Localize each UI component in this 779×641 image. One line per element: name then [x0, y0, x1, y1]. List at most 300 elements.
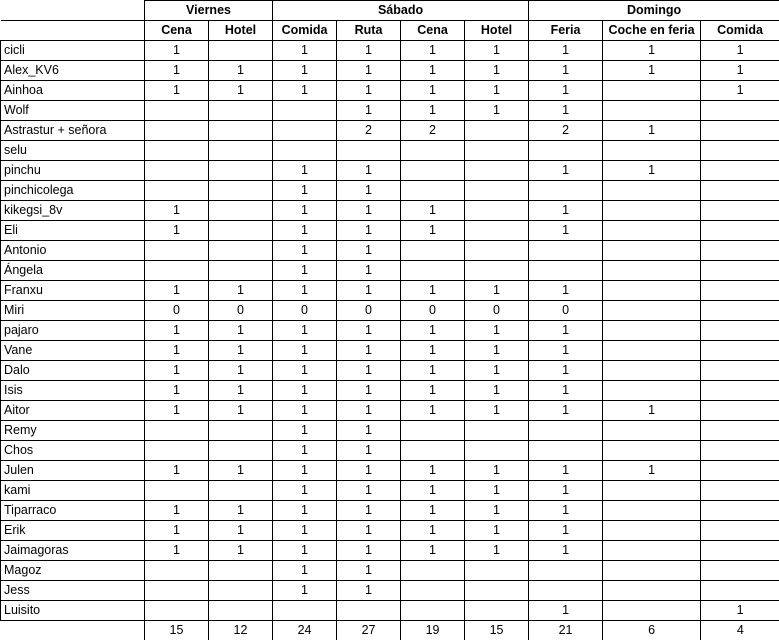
value-cell[interactable]: 1 [465, 341, 529, 361]
person-name-cell[interactable]: Alex_KV6 [1, 61, 145, 81]
value-cell[interactable] [401, 181, 465, 201]
value-cell[interactable] [603, 361, 701, 381]
person-name-cell[interactable]: selu [1, 141, 145, 161]
value-cell[interactable] [145, 241, 209, 261]
value-cell[interactable]: 1 [273, 321, 337, 341]
value-cell[interactable]: 1 [209, 521, 273, 541]
value-cell[interactable] [529, 581, 603, 601]
value-cell[interactable]: 1 [337, 441, 401, 461]
value-cell[interactable] [529, 181, 603, 201]
value-cell[interactable]: 1 [529, 541, 603, 561]
value-cell[interactable]: 1 [337, 261, 401, 281]
value-cell[interactable]: 1 [401, 41, 465, 61]
value-cell[interactable]: 1 [401, 341, 465, 361]
value-cell[interactable] [145, 141, 209, 161]
value-cell[interactable]: 1 [273, 481, 337, 501]
value-cell[interactable] [401, 421, 465, 441]
value-cell[interactable]: 1 [209, 321, 273, 341]
value-cell[interactable]: 1 [337, 201, 401, 221]
value-cell[interactable]: 1 [337, 281, 401, 301]
person-name-cell[interactable]: Eli [1, 221, 145, 241]
value-cell[interactable]: 1 [529, 341, 603, 361]
value-cell[interactable]: 1 [273, 541, 337, 561]
value-cell[interactable]: 1 [337, 501, 401, 521]
value-cell[interactable]: 1 [209, 281, 273, 301]
person-name-cell[interactable]: Tiparraco [1, 501, 145, 521]
value-cell[interactable]: 1 [603, 41, 701, 61]
value-cell[interactable]: 0 [337, 301, 401, 321]
value-cell[interactable]: 1 [209, 401, 273, 421]
value-cell[interactable] [701, 461, 779, 481]
value-cell[interactable]: 1 [145, 61, 209, 81]
value-cell[interactable] [209, 421, 273, 441]
value-cell[interactable]: 1 [337, 381, 401, 401]
value-cell[interactable]: 1 [273, 341, 337, 361]
value-cell[interactable]: 1 [273, 441, 337, 461]
value-cell[interactable]: 1 [145, 41, 209, 61]
value-cell[interactable] [603, 201, 701, 221]
person-name-cell[interactable]: cicli [1, 41, 145, 61]
value-cell[interactable]: 1 [401, 401, 465, 421]
value-cell[interactable]: 1 [529, 381, 603, 401]
value-cell[interactable]: 1 [401, 321, 465, 341]
value-cell[interactable] [209, 601, 273, 621]
value-cell[interactable] [209, 201, 273, 221]
person-name-cell[interactable]: pinchu [1, 161, 145, 181]
value-cell[interactable] [603, 281, 701, 301]
value-cell[interactable]: 1 [209, 541, 273, 561]
value-cell[interactable]: 1 [337, 421, 401, 441]
value-cell[interactable] [603, 141, 701, 161]
value-cell[interactable]: 1 [273, 521, 337, 541]
value-cell[interactable] [701, 261, 779, 281]
value-cell[interactable] [603, 321, 701, 341]
value-cell[interactable] [701, 421, 779, 441]
value-cell[interactable]: 0 [145, 301, 209, 321]
value-cell[interactable]: 1 [465, 41, 529, 61]
value-cell[interactable]: 1 [145, 401, 209, 421]
person-name-cell[interactable]: Julen [1, 461, 145, 481]
person-name-cell[interactable]: Vane [1, 341, 145, 361]
value-cell[interactable]: 1 [145, 201, 209, 221]
person-name-cell[interactable]: Magoz [1, 561, 145, 581]
value-cell[interactable]: 1 [337, 541, 401, 561]
value-cell[interactable] [145, 601, 209, 621]
value-cell[interactable]: 1 [529, 281, 603, 301]
value-cell[interactable] [401, 561, 465, 581]
value-cell[interactable]: 1 [273, 561, 337, 581]
person-name-cell[interactable]: Remy [1, 421, 145, 441]
value-cell[interactable]: 1 [529, 601, 603, 621]
value-cell[interactable] [145, 101, 209, 121]
value-cell[interactable]: 1 [145, 541, 209, 561]
value-cell[interactable] [701, 241, 779, 261]
value-cell[interactable]: 0 [209, 301, 273, 321]
person-name-cell[interactable]: Luisito [1, 601, 145, 621]
value-cell[interactable]: 1 [337, 161, 401, 181]
person-name-cell[interactable]: Ángela [1, 261, 145, 281]
column-header: Hotel [209, 21, 273, 41]
value-cell[interactable]: 1 [529, 221, 603, 241]
value-cell[interactable] [603, 181, 701, 201]
person-name-cell[interactable]: Wolf [1, 101, 145, 121]
value-cell[interactable]: 1 [465, 401, 529, 421]
value-cell[interactable]: 1 [603, 161, 701, 181]
value-cell[interactable] [603, 481, 701, 501]
value-cell[interactable]: 1 [273, 581, 337, 601]
value-cell[interactable] [145, 421, 209, 441]
value-cell[interactable] [401, 441, 465, 461]
value-cell[interactable]: 1 [337, 521, 401, 541]
person-name-cell[interactable]: Jess [1, 581, 145, 601]
value-cell[interactable]: 1 [529, 401, 603, 421]
value-cell[interactable]: 1 [529, 41, 603, 61]
value-cell[interactable]: 1 [401, 461, 465, 481]
value-cell[interactable] [701, 361, 779, 381]
value-cell[interactable]: 1 [401, 61, 465, 81]
value-cell[interactable]: 1 [401, 541, 465, 561]
person-name-cell[interactable]: Astrastur + señora [1, 121, 145, 141]
value-cell[interactable]: 1 [603, 461, 701, 481]
value-cell[interactable] [603, 261, 701, 281]
value-cell[interactable]: 1 [529, 81, 603, 101]
table-row [1, 201, 779, 221]
value-cell[interactable]: 1 [337, 181, 401, 201]
value-cell[interactable] [701, 381, 779, 401]
value-cell[interactable] [529, 441, 603, 461]
value-cell[interactable] [465, 261, 529, 281]
value-cell[interactable] [209, 221, 273, 241]
person-name-cell[interactable]: Miri [1, 301, 145, 321]
value-cell[interactable]: 1 [529, 521, 603, 541]
value-cell[interactable]: 1 [145, 321, 209, 341]
value-cell[interactable] [273, 601, 337, 621]
value-cell[interactable] [701, 101, 779, 121]
value-cell[interactable]: 2 [337, 121, 401, 141]
value-cell[interactable] [603, 381, 701, 401]
value-cell[interactable] [209, 441, 273, 461]
value-cell[interactable]: 1 [529, 361, 603, 381]
value-cell[interactable] [603, 441, 701, 461]
value-cell[interactable]: 1 [145, 281, 209, 301]
value-cell[interactable]: 1 [465, 101, 529, 121]
value-cell[interactable] [603, 241, 701, 261]
value-cell[interactable] [465, 201, 529, 221]
value-cell[interactable]: 1 [337, 581, 401, 601]
value-cell[interactable]: 1 [273, 421, 337, 441]
total-cell: 15 [465, 621, 529, 641]
value-cell[interactable]: 1 [145, 221, 209, 241]
value-cell[interactable] [701, 561, 779, 581]
value-cell[interactable] [701, 141, 779, 161]
value-cell[interactable]: 1 [145, 501, 209, 521]
value-cell[interactable]: 1 [209, 361, 273, 381]
value-cell[interactable] [465, 181, 529, 201]
value-cell[interactable]: 1 [465, 541, 529, 561]
value-cell[interactable]: 1 [603, 61, 701, 81]
value-cell[interactable]: 1 [209, 341, 273, 361]
value-cell[interactable] [145, 481, 209, 501]
value-cell[interactable]: 1 [273, 241, 337, 261]
value-cell[interactable]: 1 [209, 381, 273, 401]
value-cell[interactable] [603, 301, 701, 321]
person-name-cell[interactable]: Dalo [1, 361, 145, 381]
value-cell[interactable]: 1 [603, 121, 701, 141]
value-cell[interactable]: 1 [529, 101, 603, 121]
value-cell[interactable]: 1 [529, 481, 603, 501]
value-cell[interactable] [701, 521, 779, 541]
value-cell[interactable] [603, 581, 701, 601]
value-cell[interactable]: 1 [145, 341, 209, 361]
value-cell[interactable]: 1 [273, 281, 337, 301]
value-cell[interactable]: 1 [401, 281, 465, 301]
value-cell[interactable]: 1 [337, 41, 401, 61]
value-cell[interactable]: 1 [337, 561, 401, 581]
value-cell[interactable] [603, 521, 701, 541]
value-cell[interactable]: 1 [209, 61, 273, 81]
value-cell[interactable]: 2 [401, 121, 465, 141]
value-cell[interactable]: 1 [273, 461, 337, 481]
value-cell[interactable] [209, 101, 273, 121]
value-cell[interactable]: 1 [337, 361, 401, 381]
value-cell[interactable]: 1 [273, 61, 337, 81]
person-name-cell[interactable]: Aitor [1, 401, 145, 421]
value-cell[interactable] [701, 221, 779, 241]
value-cell[interactable] [337, 601, 401, 621]
value-cell[interactable] [465, 601, 529, 621]
value-cell[interactable] [401, 141, 465, 161]
person-name-cell[interactable]: pinchicolega [1, 181, 145, 201]
value-cell[interactable] [465, 421, 529, 441]
value-cell[interactable] [401, 261, 465, 281]
value-cell[interactable]: 1 [209, 81, 273, 101]
value-cell[interactable]: 2 [529, 121, 603, 141]
total-cell: 15 [145, 621, 209, 641]
value-cell[interactable]: 0 [465, 301, 529, 321]
value-cell[interactable]: 1 [465, 81, 529, 101]
value-cell[interactable] [603, 341, 701, 361]
total-cell: 12 [209, 621, 273, 641]
value-cell[interactable]: 1 [401, 501, 465, 521]
value-cell[interactable] [145, 261, 209, 281]
value-cell[interactable] [701, 121, 779, 141]
value-cell[interactable] [209, 241, 273, 261]
value-cell[interactable]: 1 [209, 461, 273, 481]
value-cell[interactable]: 1 [273, 261, 337, 281]
value-cell[interactable] [603, 501, 701, 521]
value-cell[interactable]: 1 [145, 361, 209, 381]
value-cell[interactable]: 1 [401, 381, 465, 401]
value-cell[interactable]: 1 [529, 201, 603, 221]
value-cell[interactable] [701, 401, 779, 421]
value-cell[interactable] [273, 141, 337, 161]
value-cell[interactable] [603, 541, 701, 561]
value-cell[interactable]: 1 [465, 281, 529, 301]
value-cell[interactable]: 1 [529, 321, 603, 341]
value-cell[interactable] [209, 161, 273, 181]
value-cell[interactable]: 1 [273, 401, 337, 421]
value-cell[interactable]: 1 [337, 321, 401, 341]
value-cell[interactable]: 1 [401, 201, 465, 221]
value-cell[interactable] [209, 121, 273, 141]
value-cell[interactable] [603, 101, 701, 121]
value-cell[interactable]: 1 [701, 601, 779, 621]
value-cell[interactable]: 1 [273, 41, 337, 61]
person-name-cell[interactable]: Franxu [1, 281, 145, 301]
value-cell[interactable] [603, 561, 701, 581]
value-cell[interactable] [701, 501, 779, 521]
value-cell[interactable]: 1 [401, 101, 465, 121]
value-cell[interactable] [529, 141, 603, 161]
value-cell[interactable] [209, 561, 273, 581]
value-cell[interactable]: 1 [273, 181, 337, 201]
value-cell[interactable] [701, 341, 779, 361]
value-cell[interactable]: 1 [337, 401, 401, 421]
person-name-cell[interactable]: Antonio [1, 241, 145, 261]
value-cell[interactable]: 1 [145, 461, 209, 481]
value-cell[interactable]: 1 [337, 61, 401, 81]
value-cell[interactable]: 1 [701, 41, 779, 61]
value-cell[interactable]: 1 [337, 341, 401, 361]
value-cell[interactable] [465, 441, 529, 461]
value-cell[interactable] [603, 601, 701, 621]
person-name-cell[interactable]: Ainhoa [1, 81, 145, 101]
column-header-row [1, 21, 779, 41]
value-cell[interactable]: 1 [529, 461, 603, 481]
value-cell[interactable]: 1 [273, 361, 337, 381]
value-cell[interactable] [603, 421, 701, 441]
person-name-cell[interactable]: pajaro [1, 321, 145, 341]
value-cell[interactable] [145, 181, 209, 201]
value-cell[interactable] [701, 541, 779, 561]
value-cell[interactable]: 1 [603, 401, 701, 421]
value-cell[interactable]: 1 [337, 101, 401, 121]
value-cell[interactable] [465, 121, 529, 141]
value-cell[interactable]: 1 [273, 221, 337, 241]
value-cell[interactable] [701, 321, 779, 341]
person-name-cell[interactable]: Isis [1, 381, 145, 401]
value-cell[interactable]: 1 [465, 361, 529, 381]
value-cell[interactable] [337, 141, 401, 161]
value-cell[interactable]: 1 [465, 501, 529, 521]
value-cell[interactable]: 1 [145, 521, 209, 541]
value-cell[interactable]: 1 [209, 501, 273, 521]
value-cell[interactable] [209, 581, 273, 601]
value-cell[interactable]: 1 [465, 521, 529, 541]
value-cell[interactable]: 1 [529, 61, 603, 81]
person-name-cell[interactable]: Jaimagoras [1, 541, 145, 561]
value-cell[interactable]: 1 [465, 461, 529, 481]
value-cell[interactable] [465, 221, 529, 241]
value-cell[interactable] [145, 561, 209, 581]
value-cell[interactable] [603, 221, 701, 241]
value-cell[interactable] [701, 201, 779, 221]
value-cell[interactable] [273, 121, 337, 141]
value-cell[interactable] [145, 441, 209, 461]
person-name-cell[interactable]: Erik [1, 521, 145, 541]
value-cell[interactable]: 1 [337, 481, 401, 501]
value-cell[interactable]: 1 [273, 161, 337, 181]
value-cell[interactable] [465, 141, 529, 161]
value-cell[interactable] [701, 181, 779, 201]
value-cell[interactable]: 1 [529, 161, 603, 181]
column-header: Coche en feria [603, 21, 701, 41]
value-cell[interactable] [145, 121, 209, 141]
value-cell[interactable]: 1 [401, 221, 465, 241]
person-name-cell[interactable]: kami [1, 481, 145, 501]
value-cell[interactable]: 1 [337, 461, 401, 481]
value-cell[interactable]: 1 [701, 61, 779, 81]
value-cell[interactable]: 0 [529, 301, 603, 321]
value-cell[interactable] [701, 301, 779, 321]
value-cell[interactable]: 1 [145, 381, 209, 401]
value-cell[interactable] [273, 101, 337, 121]
value-cell[interactable]: 1 [273, 201, 337, 221]
value-cell[interactable]: 1 [465, 381, 529, 401]
person-name-cell[interactable]: Chos [1, 441, 145, 461]
value-cell[interactable] [209, 261, 273, 281]
value-cell[interactable]: 1 [273, 501, 337, 521]
value-cell[interactable] [701, 281, 779, 301]
value-cell[interactable] [529, 421, 603, 441]
table-row [1, 501, 779, 521]
value-cell[interactable] [529, 241, 603, 261]
value-cell[interactable]: 1 [401, 361, 465, 381]
value-cell[interactable] [529, 261, 603, 281]
value-cell[interactable]: 1 [465, 321, 529, 341]
value-cell[interactable] [401, 161, 465, 181]
value-cell[interactable]: 0 [273, 301, 337, 321]
value-cell[interactable] [465, 581, 529, 601]
value-cell[interactable] [209, 181, 273, 201]
person-name-cell[interactable]: kikegsi_8v [1, 201, 145, 221]
value-cell[interactable] [465, 561, 529, 581]
value-cell[interactable] [465, 241, 529, 261]
value-cell[interactable]: 0 [401, 301, 465, 321]
value-cell[interactable]: 1 [273, 381, 337, 401]
value-cell[interactable] [701, 581, 779, 601]
value-cell[interactable]: 1 [337, 221, 401, 241]
value-cell[interactable]: 1 [529, 501, 603, 521]
value-cell[interactable] [145, 161, 209, 181]
value-cell[interactable] [401, 601, 465, 621]
value-cell[interactable]: 1 [337, 241, 401, 261]
day-group-header: Viernes [145, 1, 273, 21]
value-cell[interactable]: 1 [145, 81, 209, 101]
value-cell[interactable]: 1 [401, 481, 465, 501]
value-cell[interactable] [701, 481, 779, 501]
value-cell[interactable]: 1 [273, 81, 337, 101]
value-cell[interactable] [209, 481, 273, 501]
value-cell[interactable] [209, 41, 273, 61]
value-cell[interactable]: 1 [465, 61, 529, 81]
value-cell[interactable]: 1 [337, 81, 401, 101]
table-row [1, 161, 779, 181]
value-cell[interactable] [701, 441, 779, 461]
value-cell[interactable] [145, 581, 209, 601]
value-cell[interactable] [701, 161, 779, 181]
value-cell[interactable] [465, 161, 529, 181]
value-cell[interactable] [209, 141, 273, 161]
value-cell[interactable]: 1 [401, 521, 465, 541]
value-cell[interactable] [603, 81, 701, 101]
value-cell[interactable]: 1 [701, 81, 779, 101]
value-cell[interactable] [401, 241, 465, 261]
value-cell[interactable] [529, 561, 603, 581]
value-cell[interactable] [401, 581, 465, 601]
value-cell[interactable]: 1 [401, 81, 465, 101]
value-cell[interactable]: 1 [465, 481, 529, 501]
